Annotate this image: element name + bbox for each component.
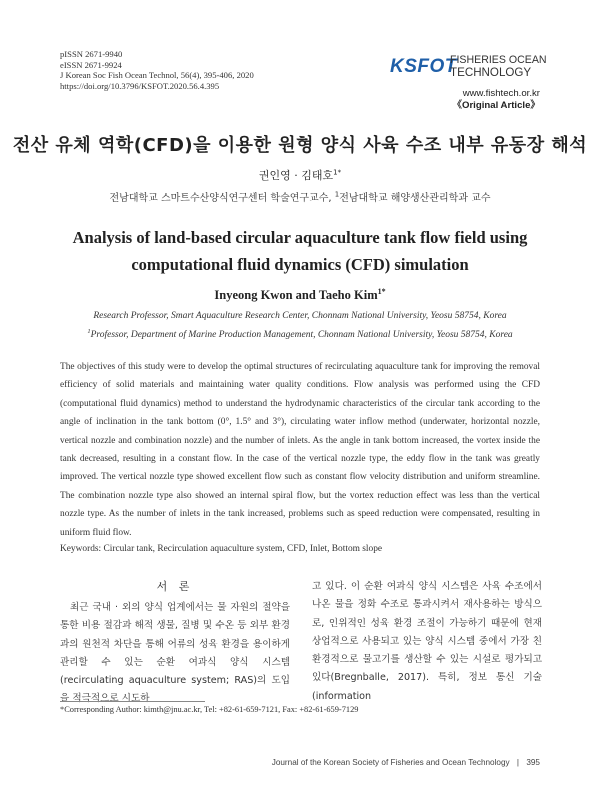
logo-mark: KSFOT bbox=[390, 56, 457, 77]
doi-link[interactable]: https://doi.org/10.3796/KSFOT.2020.56.4.395 bbox=[60, 80, 220, 91]
korean-affiliation-a: 전남대학교 스마트수산양식연구센터 학술연구교수, bbox=[109, 193, 335, 204]
english-title: Analysis of land-based circular aquaculture tank flow field using computational fluid dynamics (CFD) simulation bbox=[72, 228, 528, 274]
body-paragraph-right: 고 있다. 이 순환 여과식 양식 시스템은 사육 수조에서 나온 물을 정화 수조로 통과시켜서 재사용하는 방식으로, 인위적인 성육 환경 조절이 가능하기 때문에 현재 상업적으로 사용되고 있는 양식 시스템 중에서 가장 친환경적으로 물고기를 생산할 수 있는 시설로 평가되고 있다(Bregnballe, 2017). 특히, 정보 통신 기술(information bbox=[312, 581, 542, 702]
korean-title: 전산 유체 역학(CFD)을 이용한 원형 양식 사육 수조 내부 유동장 해석 bbox=[12, 135, 588, 156]
body-column-left bbox=[60, 578, 290, 709]
corresponding-author-footnote: *Corresponding Author: kimth@jnu.ac.kr, Tel: +82-61-659-7121, Fax: +82-61-659-7129 bbox=[60, 705, 359, 714]
eissn: eISSN 2671-9924 bbox=[60, 59, 122, 70]
body-paragraph-left: 최근 국내 · 외의 양식 업계에서는 물 자원의 절약을 통한 비용 절감과 해적 생물, 질병 및 수온 등 외부 환경과의 원천적 차단을 통해 어류의 성육 환경을 용이하게 관리할 수 있는 순환 여과식 양식 시스템(recirculating aquaculture system; RAS)의 도입을 적극적으로 시도하 bbox=[60, 602, 290, 705]
keywords: Keywords: Circular tank, Recirculation aquaculture system, CFD, Inlet, Bottom slope bbox=[60, 544, 383, 554]
journal-site bbox=[452, 88, 540, 112]
logo-line2: TECHNOLOGY bbox=[450, 66, 532, 79]
abstract: The objectives of this study were to develop the optimal structures of recirculating aquaculture tank for improving the removal efficiency of solid materials and maintaining water quality conditions. Flow analysis was performed using the CFD (computational fluid dynamics) method to understand the hydrodynamic characteristics of the circular tank according to the angle of inclination in the tank bottom (0°, 1.5° and 3°), circulating water inflow method (underwater, horizontal nozzle, vertical nozzle and combination nozzle) and the number of inlets. As the angle in tank bottom increased, the vortex inside the tank decreased, resulting in a constant flow. In the case of the vertical nozzle type, the eddy flow in the tank was greatly improved. The vertical nozzle type showed excellent flow such as constant flow velocity distribution and uniform streamline. The combination nozzle type also showed an internal spiral flow, but the vortex reduction effect was less than the vertical nozzle type. As the number of inlets in the tank increased, problems such as speed reduction were compensated, resulting in uniform fluid flow. bbox=[60, 362, 540, 538]
body-column-right bbox=[312, 578, 542, 706]
site-url[interactable]: www.fishtech.or.kr bbox=[462, 88, 540, 99]
footer-separator: | bbox=[516, 758, 520, 767]
english-affiliation-2-mark: 1 bbox=[87, 328, 91, 335]
citation: J Korean Soc Fish Ocean Technol, 56(4), 395-406, 2020 bbox=[60, 70, 254, 81]
korean-affiliation-b: 전남대학교 해양생산관리학과 교수 bbox=[339, 193, 491, 204]
english-affiliations bbox=[60, 309, 540, 343]
korean-authors bbox=[0, 167, 600, 183]
korean-author-names: 권인영 · 김태호 bbox=[258, 169, 334, 182]
pissn: pISSN 2671-9940 bbox=[60, 49, 123, 59]
page-number: 395 bbox=[526, 758, 540, 767]
page-footer bbox=[272, 758, 540, 767]
english-author-names: Inyeong Kwon and Taeho Kim bbox=[214, 288, 378, 303]
footnote-divider bbox=[60, 701, 205, 702]
footer-journal-name: Journal of the Korean Society of Fisheries and Ocean Technology bbox=[271, 758, 510, 767]
english-affiliation-2-row bbox=[60, 324, 540, 343]
english-affiliation-2: Professor, Department of Marine Production Management, Chonnam National University, Yeosu 58754, Korea bbox=[90, 330, 513, 341]
korean-affiliations bbox=[0, 189, 600, 204]
logo-line1: FISHERIES OCEAN bbox=[450, 54, 547, 66]
english-authors bbox=[0, 287, 600, 303]
english-author-mark: 1* bbox=[377, 287, 386, 296]
section-heading: 서 론 bbox=[156, 580, 194, 593]
english-affiliation-1: Research Professor, Smart Aquaculture Research Center, Chonnam National University, Yeosu 58754, Korea bbox=[93, 311, 507, 321]
article-type: 《Original Article》 bbox=[452, 100, 540, 111]
journal-metadata bbox=[60, 49, 254, 91]
korean-affiliation-mark: 1 bbox=[334, 190, 340, 199]
journal-logo bbox=[390, 46, 547, 86]
korean-author-mark: 1* bbox=[333, 168, 342, 177]
